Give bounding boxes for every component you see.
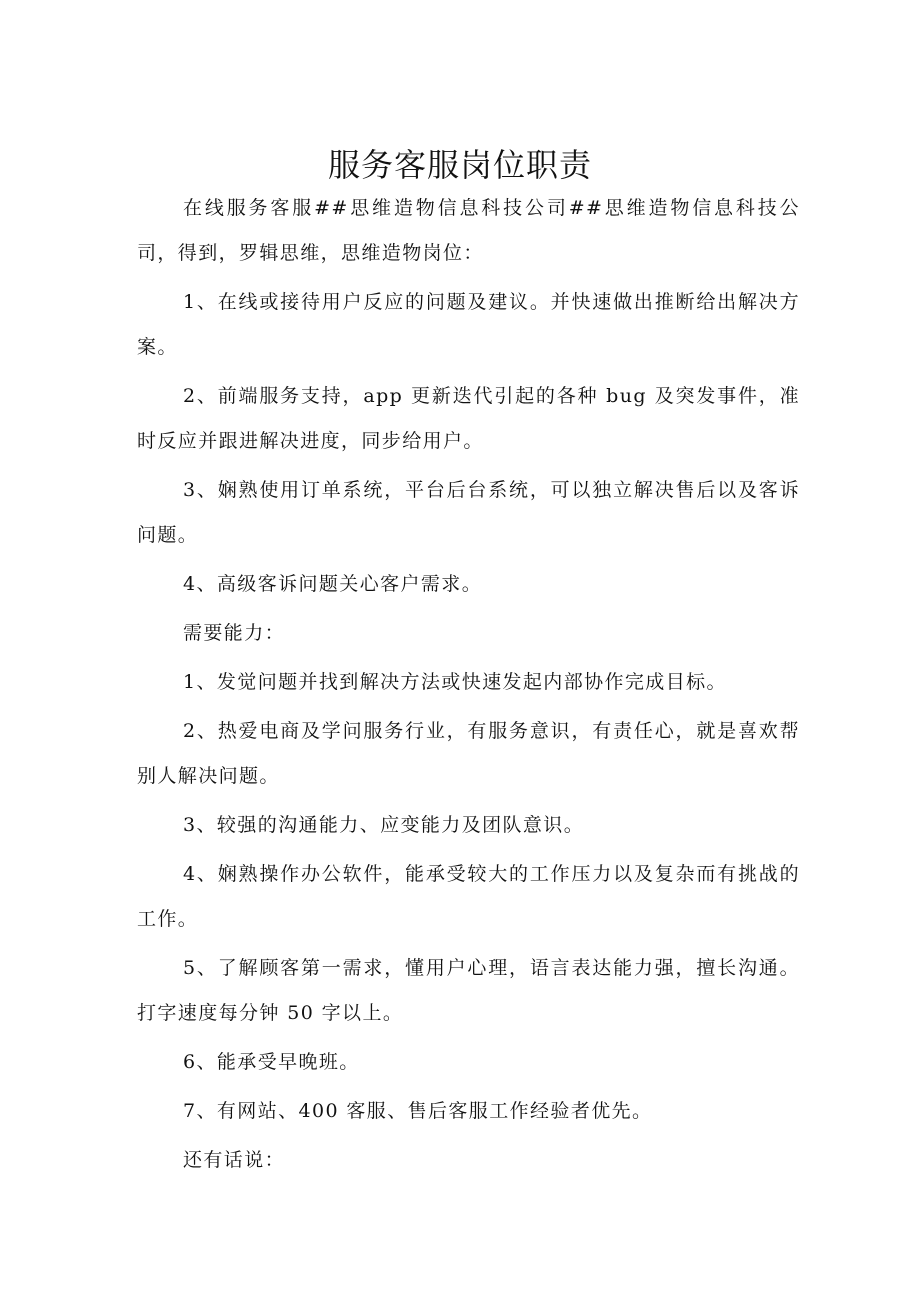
requirement-item-2: 2、热爱电商及学问服务行业，有服务意识，有责任心，就是喜欢帮别人解决问题。 [137,720,800,787]
document-body [137,186,800,1187]
document-title: 服务客服岗位职责 [327,146,592,185]
paragraph-intro: 在线服务客服##思维造物信息科技公司##思维造物信息科技公司，得到，罗辑思维，思维造物岗位： [137,197,800,264]
requirement-item-1: 1、发觉问题并找到解决方法或快速发起内部协作完成目标。 [183,671,727,693]
requirement-item-6: 6、能承受早晚班。 [183,1051,360,1073]
duty-item-2: 2、前端服务支持，app 更新迭代引起的各种 bug 及突发事件，准时反应并跟进解决进度，同步给用户。 [137,385,800,452]
closing-note: 还有话说： [183,1149,286,1171]
requirement-item-3: 3、较强的沟通能力、应变能力及团队意识。 [183,814,585,836]
requirement-item-7: 7、有网站、400 客服、售后客服工作经验者优先。 [183,1100,653,1122]
duty-item-3: 3、娴熟使用订单系统，平台后台系统，可以独立解决售后以及客诉问题。 [137,479,800,546]
requirement-item-4: 4、娴熟操作办公软件，能承受较大的工作压力以及复杂而有挑战的工作。 [137,863,800,930]
duty-item-4: 4、高级客诉问题关心客户需求。 [183,573,483,595]
duty-item-1: 1、在线或接待用户反应的问题及建议。并快速做出推断给出解决方案。 [137,291,800,358]
requirement-item-5: 5、了解顾客第一需求，懂用户心理，语言表达能力强，擅长沟通。打字速度每分钟 50 字以上。 [137,957,800,1024]
requirements-heading: 需要能力： [183,622,286,644]
